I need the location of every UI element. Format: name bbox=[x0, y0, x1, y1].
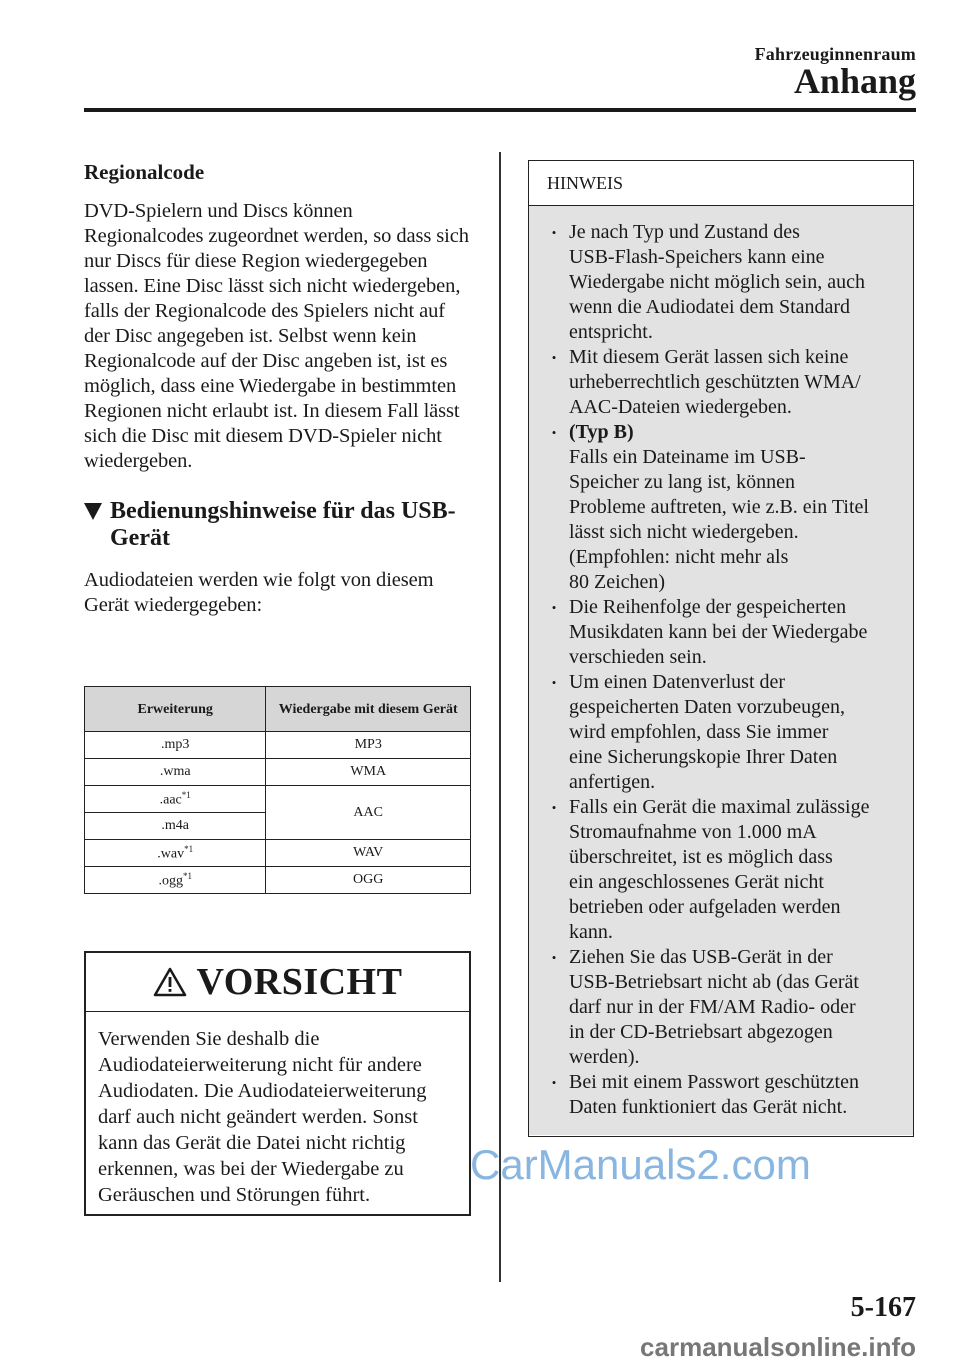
note-item-text: Bei mit einem Passwort geschützten Daten funktioniert das Gerät nicht. bbox=[569, 1071, 859, 1118]
list-item bbox=[539, 1070, 907, 1120]
warning-triangle-icon bbox=[153, 967, 187, 997]
note-item-text: (Typ B) Falls ein Dateiname im USB- Speicher zu lang ist, können Probleme auftreten, wie z.B. ein Titel lässt sich nicht wiedergeben. (Empfohlen: nicht mehr als 80 Zeichen) bbox=[569, 421, 869, 593]
note-item-text: Falls ein Gerät die maximal zulässige Stromaufnahme von 1.000 mA überschreitet, ist es möglich dass ein angeschlossenes Gerät nicht betrieben oder aufgeladen werden kann. bbox=[569, 796, 870, 943]
bullet-icon: • bbox=[551, 1075, 557, 1090]
regional-code-text: DVD-Spielern und Discs können Regionalcodes zugeordnet werden, so dass sich nur Discs für diese Region wiedergegeben lassen. Eine Disc lässt sich nicht wiedergeben, falls der Regionalcode des Spielers nicht auf der Disc angegeben ist. Selbst wenn kein Regionalcode auf der Disc angeben ist, ist es möglich, dass eine Wiedergabe in bestimmten Regionen nicht erlaubt ist. In diesem Fall lässt sich die Disc mit diesem DVD-Spieler nicht wiedergeben. bbox=[84, 200, 469, 472]
caution-header bbox=[86, 953, 469, 1012]
list-item bbox=[539, 220, 907, 345]
type-b-label: (Typ B) bbox=[569, 421, 634, 443]
list-item bbox=[539, 795, 907, 945]
bullet-icon: • bbox=[551, 600, 557, 615]
caution-title: VORSICHT bbox=[196, 961, 403, 1003]
table-header-extension: Erweiterung bbox=[85, 687, 266, 732]
caution-text: Verwenden Sie deshalb die Audiodateierweiterung nicht für andere Audiodaten. Die Audiodateierweiterung darf auch nicht geändert werden. Sonst kann das Gerät die Datei nicht richtig erkennen, was bei der Wiedergabe zu Geräuschen und Störungen führt. bbox=[98, 1028, 427, 1206]
header-rule bbox=[84, 108, 916, 112]
list-item bbox=[539, 670, 907, 795]
note-item-text: Je nach Typ und Zustand des USB-Flash-Speichers kann eine Wiedergabe nicht möglich sein, auch wenn die Audiodatei dem Standard entspricht. bbox=[569, 221, 865, 343]
footnote-marker: *1 bbox=[181, 789, 191, 800]
caution-box bbox=[84, 951, 471, 1216]
format-cell: MP3 bbox=[266, 732, 471, 759]
watermark: CarManuals2.com bbox=[470, 1141, 811, 1188]
extension-cell: .wma bbox=[85, 759, 266, 786]
bullet-icon: • bbox=[551, 350, 557, 365]
note-item-text: Mit diesem Gerät lassen sich keine urheberrechtlich geschützten WMA/ AAC-Dateien wiedergeben. bbox=[569, 346, 861, 418]
list-item bbox=[539, 595, 907, 670]
table-header-playback: Wiedergabe mit diesem Gerät bbox=[266, 687, 471, 732]
list-item bbox=[539, 345, 907, 420]
table-row bbox=[85, 786, 471, 813]
usb-intro-text: Audiodateien werden wie folgt von diesem Gerät wiedergegeben: bbox=[84, 569, 434, 616]
bullet-icon: • bbox=[551, 950, 557, 965]
table-row bbox=[85, 759, 471, 786]
note-item-text: Die Reihenfolge der gespeicherten Musikdaten kann bei der Wiedergabe verschieden sein. bbox=[569, 596, 868, 668]
extension-cell: .ogg$^{*1}$ bbox=[85, 867, 266, 894]
usb-section-title: Bedienungshinweise für das USB-Gerät bbox=[110, 498, 456, 551]
table-row bbox=[85, 732, 471, 759]
note-box bbox=[528, 160, 914, 1137]
list-item bbox=[539, 420, 907, 595]
extension-cell: .m4a bbox=[85, 813, 266, 840]
regional-code-heading: Regionalcode bbox=[84, 160, 205, 184]
table-row bbox=[85, 840, 471, 867]
list-item bbox=[539, 945, 907, 1070]
format-cell: WAV bbox=[266, 840, 471, 867]
column-divider bbox=[499, 152, 501, 1282]
extension-cell: .wav$^{*1}$ bbox=[85, 840, 266, 867]
format-cell: OGG bbox=[266, 867, 471, 894]
note-item-text: Um einen Datenverlust der gespeicherten Daten vorzubeugen, wird empfohlen, dass Sie immer eine Sicherungskopie Ihrer Daten anfertigen. bbox=[569, 671, 845, 793]
format-cell: AAC bbox=[266, 786, 471, 840]
footnote-marker: *1 bbox=[184, 843, 194, 854]
format-cell: WMA bbox=[266, 759, 471, 786]
left-column bbox=[84, 160, 474, 618]
extension-table bbox=[84, 686, 471, 894]
section-marker-icon bbox=[84, 503, 102, 520]
footer-watermark: carmanualsonline.info bbox=[640, 1332, 916, 1362]
bullet-icon: • bbox=[551, 800, 557, 815]
bullet-icon: • bbox=[551, 425, 557, 440]
bullet-icon: • bbox=[551, 675, 557, 690]
footnote-marker: *1 bbox=[182, 870, 192, 881]
table-row bbox=[85, 867, 471, 894]
note-item-text: Ziehen Sie das USB-Gerät in der USB-Betriebsart nicht ab (das Gerät darf nur in der FM/AM Radio- oder in der CD-Betriebsart abgezogen werden). bbox=[569, 946, 859, 1068]
section-label: Fahrzeuginnenraum bbox=[754, 44, 916, 64]
note-body bbox=[529, 206, 913, 1135]
bullet-icon: • bbox=[551, 225, 557, 240]
page-number: 5-167 bbox=[850, 1292, 916, 1323]
note-title: HINWEIS bbox=[529, 161, 913, 206]
extension-cell: .aac$^{*1}$ bbox=[85, 786, 266, 813]
usb-section-heading bbox=[84, 498, 474, 552]
extension-cell: .mp3 bbox=[85, 732, 266, 759]
chapter-title: Anhang bbox=[793, 61, 916, 101]
